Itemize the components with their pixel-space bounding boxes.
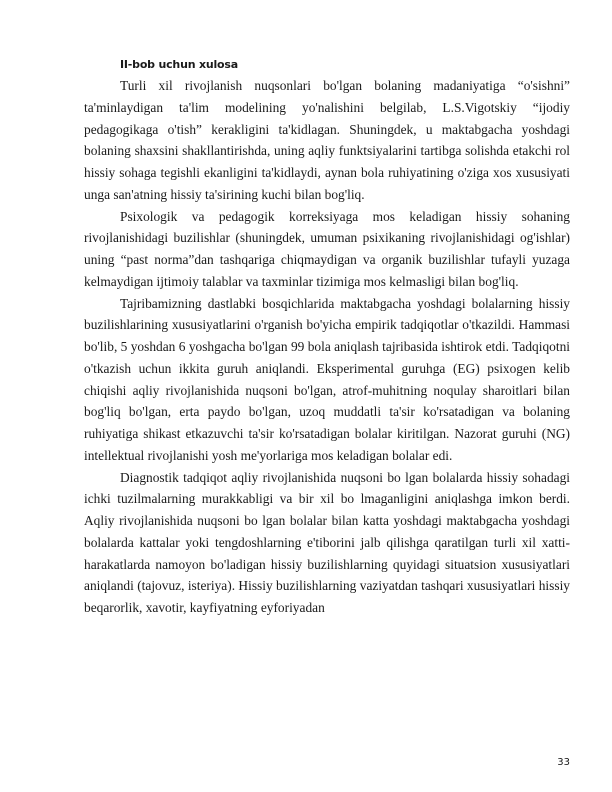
body-text	[84, 75, 570, 619]
paragraph-1: Turli xil rivojlanish nuqsonlari bo'lgan bolaning madaniyatiga “o'sishni” ta'minlaydigan ta'lim modelining yo'nalishini belgilab, L.S.Vigotskiy “ijodiy pedagogikaga o'tish” kerakligini ta'kidlagan. Shuningdek, u maktabgacha yoshdagi bolaning shaxsini shakllantirishda, uning aqliy funktsiyalarini tartibga solishda etakchi rol hissiy sohaga tegishli ekanligini ta'kidlaydi, aynan bola ruhiyatining o'ziga xos xususiyati unga san'atning hissiy ta'sirining kuchi bilan bog'liq.	[84, 78, 570, 202]
paragraph-4: Diagnostik tadqiqot aqliy rivojlanishida nuqsoni bo lgan bolalarda hissiy sohadagi ichki tuzilmalarning murakkabligi va bir xil bo lmaganligini aniqlashga imkon berdi. Aqliy rivojlanishida nuqsoni bo lgan bolalar bilan katta yoshdagi maktabgacha yoshdagi bolalarda kattalar yoki tengdoshlarning e'tiborini jalb qilishga qaratilgan turli xil xatti-harakatlarda namoyon bo'ladigan hissiy buzilishlarning quyidagi situatsion xususiyatlari aniqlandi (tajovuz, isteriya). Hissiy buzilishlarning vaziyatdan tashqari xususiyatlari hissiy beqarorlik, xavotir, kayfiyatning eyforiyadan	[84, 469, 570, 615]
paragraph-2: Psixologik va pedagogik korreksiyaga mos keladigan hissiy sohaning rivojlanishidagi buzilishlar (shuningdek, umuman psixikaning rivojlanishidagi og'ishlar) uning “past norma”dan tashqariga chiqmaydigan va organik buzilishlar tufayli yuzaga kelmaydigan ijtimoiy talablar va taxminlar tizimiga mos kelmasligi bilan bog'liq.	[84, 208, 570, 289]
paragraph-3: Tajribamizning dastlabki bosqichlarida maktabgacha yoshdagi bolalarning hissiy buzilishlarining xususiyatlarini o'rganish bo'yicha empirik tadqiqotlar o'tkazildi. Hammasi bo'lib, 5 yoshdan 6 yoshgacha bo'lgan 99 bola aniqlash tajribasida ishtirok etdi. Tadqiqotni o'tkazish uchun ikkita guruh aniqlandi. Eksperimental guruhga (EG) psixogen kelib chiqishi aqliy rivojlanishida nuqsoni bo'lgan, atrof-muhitning noqulay sharoitlari bilan bog'liq bo'lgan, erta paydo bo'lgan, uzoq muddatli ta'sir ko'rsatadigan va bolaning ruhiyatiga shikast etkazuvchi ta'sir ko'rsatadigan bolalar kiritilgan. Nazorat guruhi (NG) intellektual rivojlanishi yosh me'yorlariga mos keladigan bolalar edi.	[84, 295, 570, 463]
section-heading: II-bob uchun xulosa	[120, 58, 238, 71]
page-number: 33	[557, 757, 570, 768]
